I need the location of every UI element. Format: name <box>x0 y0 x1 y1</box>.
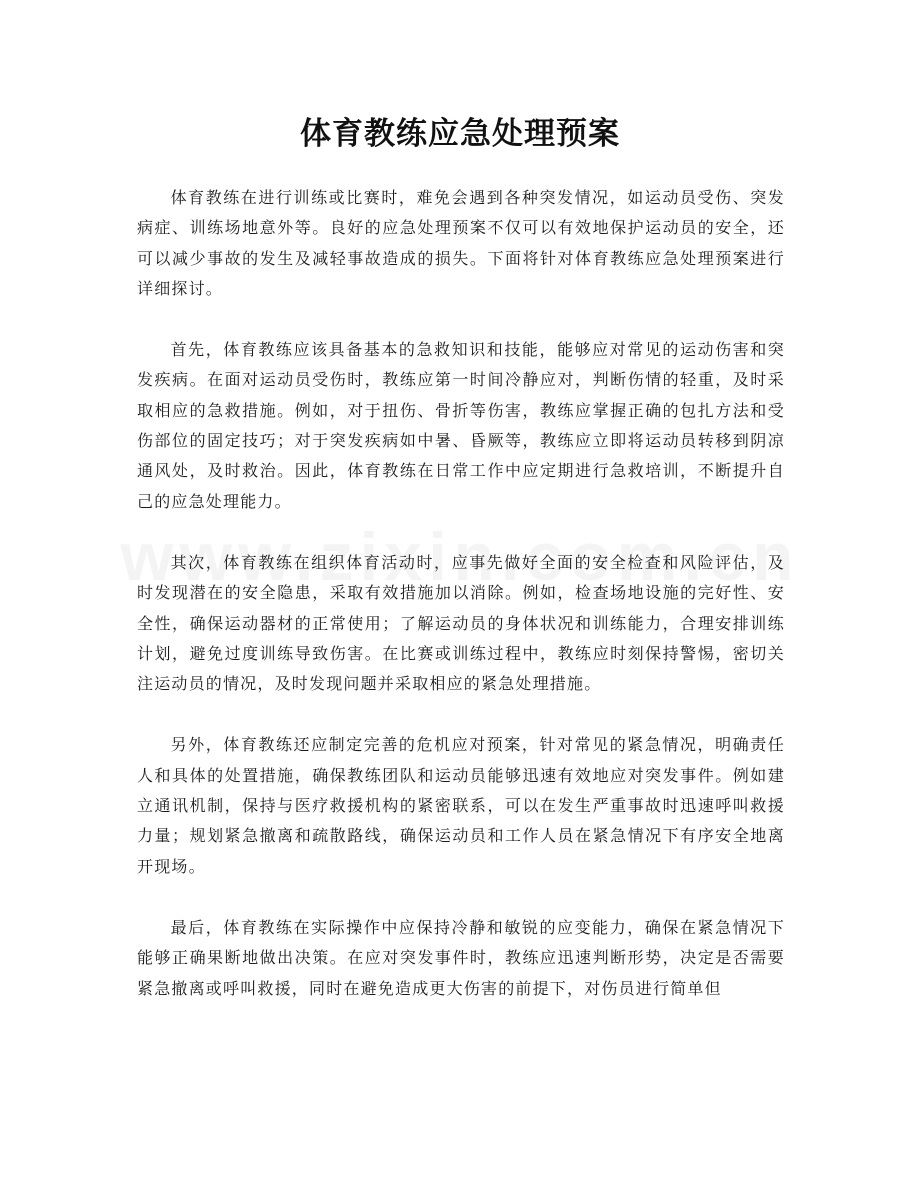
document-body <box>137 183 785 1035</box>
paragraph-intro: 体育教练在进行训练或比赛时，难免会遇到各种突发情况，如运动员受伤、突发病症、训练场地意外等。良好的应急处理预案不仅可以有效地保护运动员的安全，还可以减少事故的发生及减轻事故造成的损失。下面将针对体育教练应急处理预案进行详细探讨。 <box>137 188 785 298</box>
paragraph-decision-making: 最后，体育教练在实际操作中应保持冷静和敏锐的应变能力，确保在紧急情况下能够正确果断地做出决策。在应对突发事件时，教练应迅速判断形势，决定是否需要紧急撤离或呼叫救援，同时在避免造成更大伤害的前提下，对伤员进行简单但 <box>137 917 785 998</box>
paragraph-crisis-plan: 另外，体育教练还应制定完善的危机应对预案，针对常见的紧急情况，明确责任人和具体的处置措施，确保教练团队和运动员能够迅速有效地应对突发事件。例如建立通讯机制，保持与医疗救援机构的紧密联系，可以在发生严重事故时迅速呼叫救援力量；规划紧急撤离和疏散路线，确保运动员和工作人员在紧急情况下有序安全地离开现场。 <box>137 735 785 876</box>
paragraph-first-aid-skills: 首先，体育教练应该具备基本的急救知识和技能，能够应对常见的运动伤害和突发疾病。在面对运动员受伤时，教练应第一时间冷静应对，判断伤情的轻重，及时采取相应的急救措施。例如，对于扭伤、骨折等伤害，教练应掌握正确的包扎方法和受伤部位的固定技巧；对于突发疾病如中暑、昏厥等，教练应立即将运动员转移到阴凉通风处，及时救治。因此，体育教练在日常工作中应定期进行急救培训，不断提升自己的应急处理能力。 <box>137 340 785 511</box>
document-title: 体育教练应急处理预案 <box>300 116 620 152</box>
paragraph-safety-inspection: 其次，体育教练在组织体育活动时，应事先做好全面的安全检查和风险评估，及时发现潜在的安全隐患，采取有效措施加以消除。例如，检查场地设施的完好性、安全性，确保运动器材的正常使用；了解运动员的身体状况和训练能力，合理安排训练计划，避免过度训练导致伤害。在比赛或训练过程中，教练应时刻保持警惕，密切关注运动员的情况，及时发现问题并采取相应的紧急处理措施。 <box>137 552 785 694</box>
